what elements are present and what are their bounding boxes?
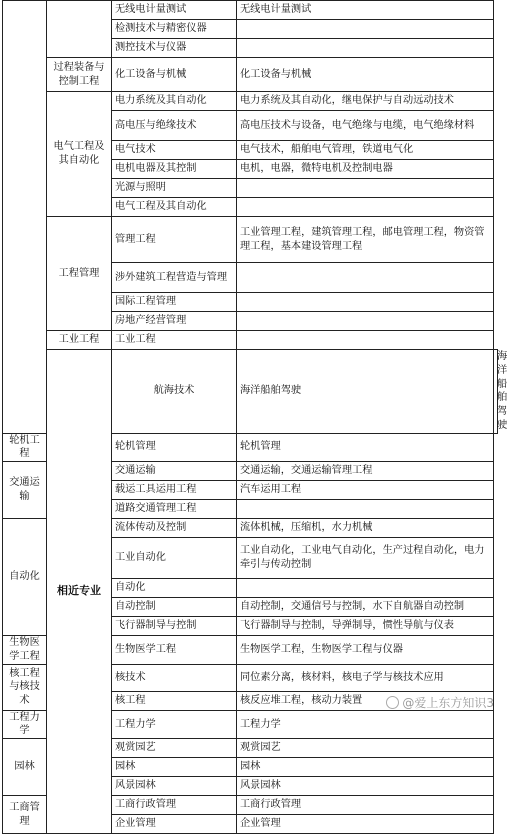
related-majors <box>237 579 494 598</box>
related-majors: 风景园林 <box>237 777 494 796</box>
group-name <box>47 1 112 58</box>
related-majors <box>237 198 494 217</box>
major-name: 工程力学 <box>112 710 237 739</box>
major-name: 房地产经营管理 <box>112 312 237 331</box>
major-name: 生物医学工程 <box>112 636 237 665</box>
watermark <box>386 694 494 711</box>
major-name: 高电压与绝缘技术 <box>112 111 237 141</box>
watermark-logo-icon <box>386 696 399 709</box>
related-majors: 园林 <box>237 758 494 777</box>
major-name: 工业工程 <box>112 331 237 350</box>
related-majors <box>237 20 494 39</box>
group-name: 工业工程 <box>47 331 112 350</box>
group-name: 交通运输 <box>3 462 47 519</box>
major-name: 核工程 <box>112 691 237 710</box>
group-name: 自动化 <box>3 519 47 636</box>
major-name: 国际工程管理 <box>112 293 237 312</box>
related-majors: 海洋船舶驾驶 <box>494 350 498 434</box>
related-majors: 高电压技术与设备，电气绝缘与电缆，电气绝缘材料 <box>237 111 494 141</box>
major-name: 观赏园艺 <box>112 739 237 758</box>
major-name: 企业管理 <box>112 815 237 834</box>
major-name: 电机电器及其控制 <box>112 160 237 179</box>
major-name: 载运工具运用工程 <box>112 481 237 500</box>
major-name: 电气技术 <box>112 141 237 160</box>
group-name: 工程管理 <box>47 217 112 331</box>
table-row <box>3 92 498 111</box>
related-majors: 流体机械，压缩机，水力机械 <box>237 519 494 538</box>
related-majors <box>237 179 494 198</box>
major-name: 化工设备与机械 <box>112 58 237 92</box>
related-majors: 工商行政管理 <box>237 796 494 815</box>
related-majors: 企业管理 <box>237 815 494 834</box>
major-name: 无线电计量测试 <box>112 1 237 20</box>
related-majors: 轮机管理 <box>237 433 494 462</box>
related-majors: 汽车运用工程 <box>237 481 494 500</box>
major-name: 海洋船舶驾驶 <box>237 350 494 434</box>
related-majors: 工业自动化，工业电气自动化，生产过程自动化，电力牵引与传动控制 <box>237 538 494 579</box>
category-label: 相近专业 <box>47 350 112 834</box>
major-name: 核技术 <box>112 664 237 691</box>
related-majors: 工业管理工程，建筑管理工程，邮电管理工程，物资管理工程，基本建设管理工程 <box>237 217 494 263</box>
table-row <box>3 217 498 263</box>
major-name: 自动控制 <box>112 598 237 617</box>
related-majors <box>237 500 494 519</box>
major-name: 电力系统及其自动化 <box>112 92 237 111</box>
related-majors: 电机，电器，微特电机及控制电器 <box>237 160 494 179</box>
group-name: 生物医学工程 <box>3 636 47 665</box>
major-name: 交通运输 <box>112 462 237 481</box>
related-majors <box>237 39 494 58</box>
group-name: 园林 <box>3 739 47 796</box>
related-majors: 自动控制，交通信号与控制，水下自航器自动控制 <box>237 598 494 617</box>
group-name: 核工程与核技术 <box>3 664 47 710</box>
related-majors <box>237 293 494 312</box>
major-name: 道路交通管理工程 <box>112 500 237 519</box>
related-majors: 无线电计量测试 <box>237 1 494 20</box>
related-majors: 同位素分离，核材料，核电子学与核技术应用 <box>237 664 494 691</box>
group-name: 航海技术 <box>112 350 237 434</box>
major-name: 自动化 <box>112 579 237 598</box>
group-name: 工商管理 <box>3 796 47 834</box>
related-majors: 核反应堆工程，核动力装置 <box>237 691 494 710</box>
category-cell-empty <box>3 1 47 434</box>
related-majors: 电力系统及其自动化，继电保护与自动远动技术 <box>237 92 494 111</box>
related-majors: 交通运输，交通运输管理工程 <box>237 462 494 481</box>
table-row <box>3 1 498 20</box>
major-name: 管理工程 <box>112 217 237 263</box>
major-name: 工商行政管理 <box>112 796 237 815</box>
major-name: 检测技术与精密仪器 <box>112 20 237 39</box>
table-row <box>3 350 498 434</box>
group-name: 电气工程及其自动化 <box>47 92 112 217</box>
related-majors: 电气技术，船舶电气管理，铁道电气化 <box>237 141 494 160</box>
table-row <box>3 331 498 350</box>
major-name: 光源与照明 <box>112 179 237 198</box>
watermark-text: @爱上东方知识3 <box>402 696 494 710</box>
related-majors <box>237 263 494 293</box>
related-majors: 生物医学工程，生物医学工程与仪器 <box>237 636 494 665</box>
major-name: 园林 <box>112 758 237 777</box>
major-name: 飞行器制导与控制 <box>112 617 237 636</box>
major-name: 流体传动及控制 <box>112 519 237 538</box>
related-majors: 工程力学 <box>237 710 494 739</box>
major-name: 测控技术与仪器 <box>112 39 237 58</box>
related-majors: 观赏园艺 <box>237 739 494 758</box>
table-row <box>3 58 498 92</box>
related-majors <box>237 331 494 350</box>
group-name: 过程装备与控制工程 <box>47 58 112 92</box>
major-name: 工业自动化 <box>112 538 237 579</box>
major-name: 轮机管理 <box>112 433 237 462</box>
major-name: 涉外建筑工程营造与管理 <box>112 263 237 293</box>
related-majors: 飞行器制导与控制，导弹制导，惯性导航与仪表 <box>237 617 494 636</box>
group-name: 轮机工程 <box>3 433 47 462</box>
related-majors <box>237 312 494 331</box>
major-name: 电气工程及其自动化 <box>112 198 237 217</box>
major-name: 风景园林 <box>112 777 237 796</box>
group-name: 工程力学 <box>3 710 47 739</box>
related-majors: 化工设备与机械 <box>237 58 494 92</box>
